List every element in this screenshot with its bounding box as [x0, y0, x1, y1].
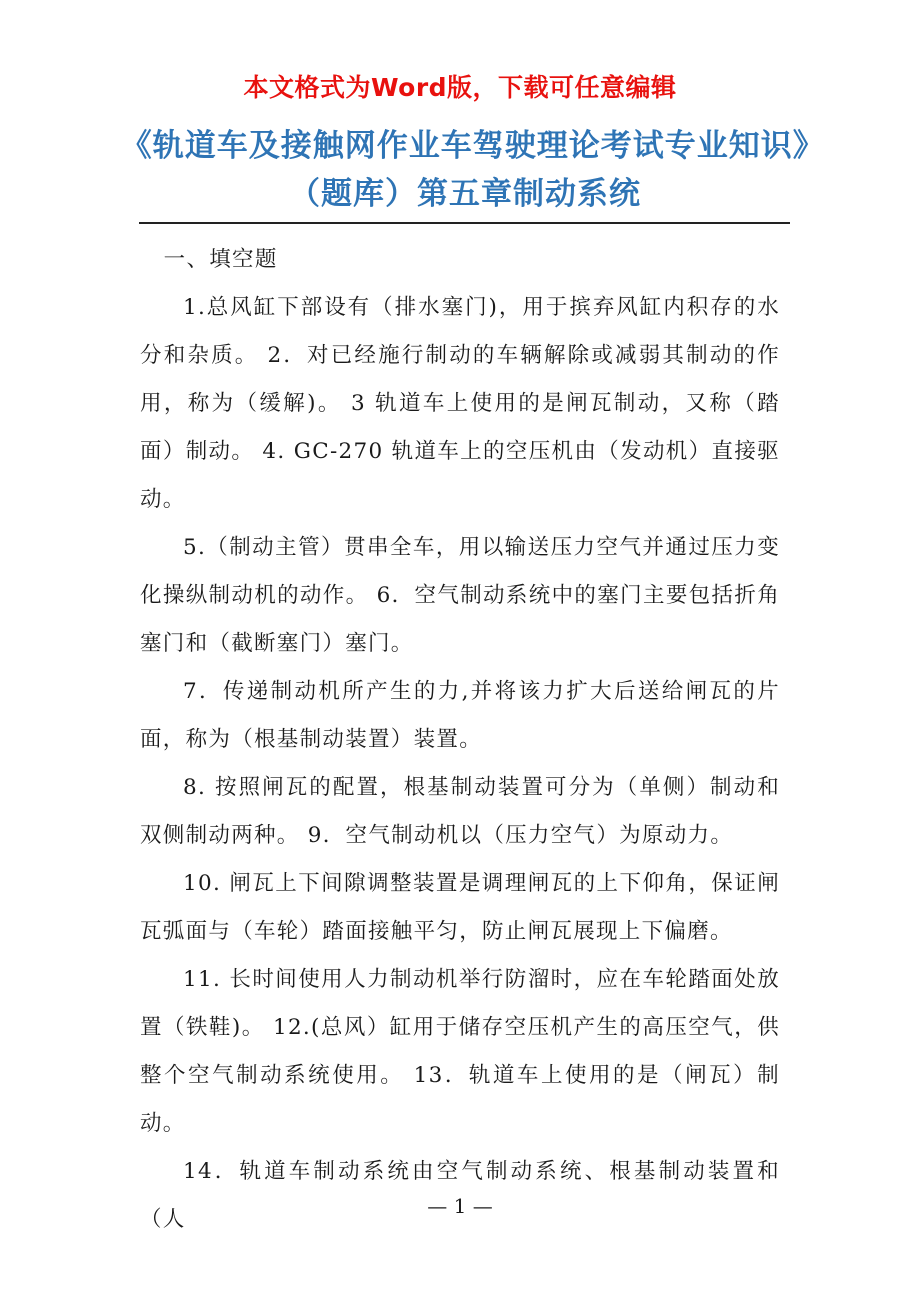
- document-body: [140, 236, 780, 1244]
- section-heading: 一、填空题: [163, 247, 278, 272]
- document-title: 《轨道车及接触网作业车驾驶理论考试专业知识》（题库）第五章制动系统: [120, 128, 810, 212]
- paragraph: 1.总风缸下部设有（排水塞门)，用于摈弃风缸内积存的水分和杂质。 2．对已经施行制动的车辆解除或减弱其制动的作用，称为（缓解)。 3 轨道车上使用的是闸瓦制动，又称（踏面）制动。 4. GC-270 轨道车上的空压机由（发动机）直接驱动。: [140, 295, 780, 512]
- paragraph: 10. 闸瓦上下间隙调整装置是调理闸瓦的上下仰角，保证闸瓦弧面与（车轮）踏面接触平匀，防止闸瓦展现上下偏磨。: [140, 871, 780, 944]
- paragraph: 11. 长时间使用人力制动机举行防溜时，应在车轮踏面处放置（铁鞋)。 12.(总风）缸用于储存空压机产生的高压空气，供整个空气制动系统使用。 13．轨道车上使用的是（闸瓦）制动。: [140, 967, 780, 1136]
- paragraph: 14．轨道车制动系统由空气制动系统、根基制动装置和（人: [140, 1159, 780, 1232]
- paragraph: 7．传递制动机所产生的力,并将该力扩大后送给闸瓦的片面，称为（根基制动装置）装置。: [140, 679, 780, 752]
- page-number: — 1 —: [427, 1194, 493, 1218]
- download-notice: 本文格式为Word版，下载可任意编辑: [243, 73, 677, 102]
- title-divider: [139, 222, 790, 224]
- paragraph: 8. 按照闸瓦的配置，根基制动装置可分为（单侧）制动和双侧制动两种。 9．空气制动机以（压力空气）为原动力。: [140, 775, 780, 848]
- paragraph: 5.（制动主管）贯串全车，用以输送压力空气并通过压力变化操纵制动机的动作。 6．空气制动系统中的塞门主要包括折角塞门和（截断塞门）塞门。: [140, 535, 780, 656]
